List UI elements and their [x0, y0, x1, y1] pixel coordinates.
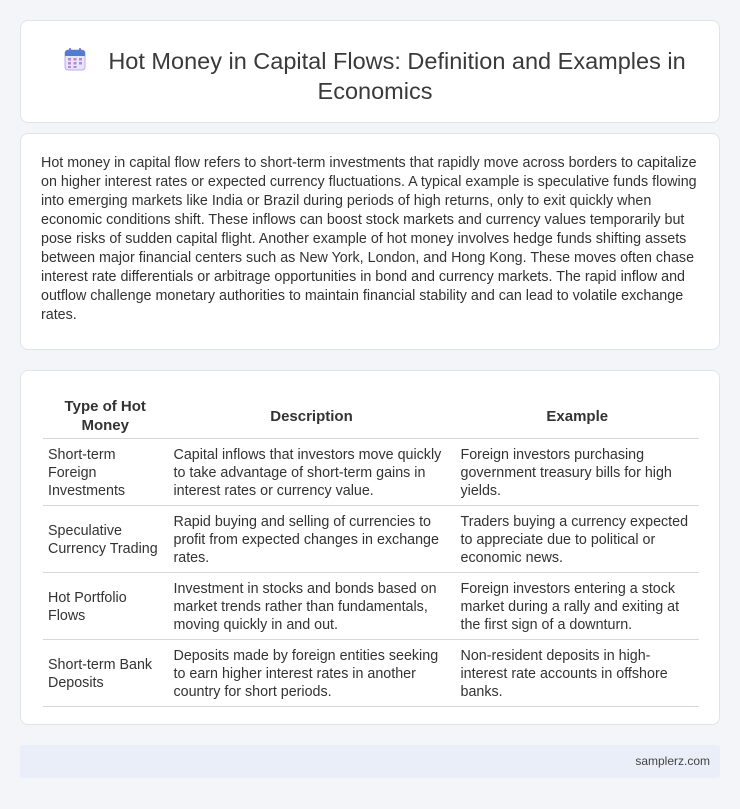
table-row — [43, 506, 699, 573]
column-header-description: Description — [168, 394, 455, 439]
table-row — [43, 573, 699, 640]
cell-description: Investment in stocks and bonds based on market trends rather than fundamentals, moving quickly in and out. — [168, 573, 455, 640]
intro-card — [20, 133, 720, 350]
cell-example: Traders buying a currency expected to appreciate due to political or economic news. — [455, 506, 699, 573]
cell-example: Non-resident deposits in high-interest rate accounts in offshore banks. — [455, 640, 699, 707]
hot-money-table — [43, 394, 699, 707]
header-card — [20, 20, 720, 123]
table-card — [20, 370, 720, 725]
intro-paragraph: Hot money in capital flow refers to short-term investments that rapidly move across borders to capitalize on higher interest rates or expected currency fluctuations. A typical example is speculative funds flowing into emerging markets like India or Brazil during periods of high returns, only to exit quickly when economic conditions shift. These inflows can boost stock markets and currency values temporarily but pose risks of sudden capital flight. Another example of hot money involves hedge funds shifting assets between major financial centers such as New York, London, and Hong Kong. These moves often chase interest rate differentials or arbitrage opportunities in bond and currency markets. The rapid inflow and outflow challenge monetary authorities to maintain financial stability and can lead to volatile exchange rates. — [41, 155, 697, 323]
cell-example: Foreign investors entering a stock market during a rally and exiting at the first sign of a downturn. — [455, 573, 699, 640]
cell-type: Hot Portfolio Flows — [43, 573, 168, 640]
page-title-text: Hot Money in Capital Flows: Definition and Examples in Economics — [108, 48, 686, 104]
cell-description: Rapid buying and selling of currencies to profit from expected changes in exchange rates. — [168, 506, 455, 573]
table-header-row — [43, 394, 699, 439]
cell-description: Deposits made by foreign entities seeking to earn higher interest rates in another country for short periods. — [168, 640, 455, 707]
column-header-type: Type of Hot Money — [43, 394, 168, 439]
calendar-icon — [64, 47, 86, 71]
cell-type: Short-term Foreign Investments — [43, 439, 168, 506]
footer-site-link[interactable]: samplerz.com — [635, 754, 710, 768]
cell-description: Capital inflows that investors move quickly to take advantage of short-term gains in interest rates or currency value. — [168, 439, 455, 506]
cell-example: Foreign investors purchasing government treasury bills for high yields. — [455, 439, 699, 506]
column-header-example: Example — [455, 394, 699, 439]
table-row — [43, 439, 699, 506]
table-row — [43, 640, 699, 707]
footer — [20, 745, 720, 778]
cell-type: Speculative Currency Trading — [43, 506, 168, 573]
cell-type: Short-term Bank Deposits — [43, 640, 168, 707]
page-title — [51, 46, 699, 106]
